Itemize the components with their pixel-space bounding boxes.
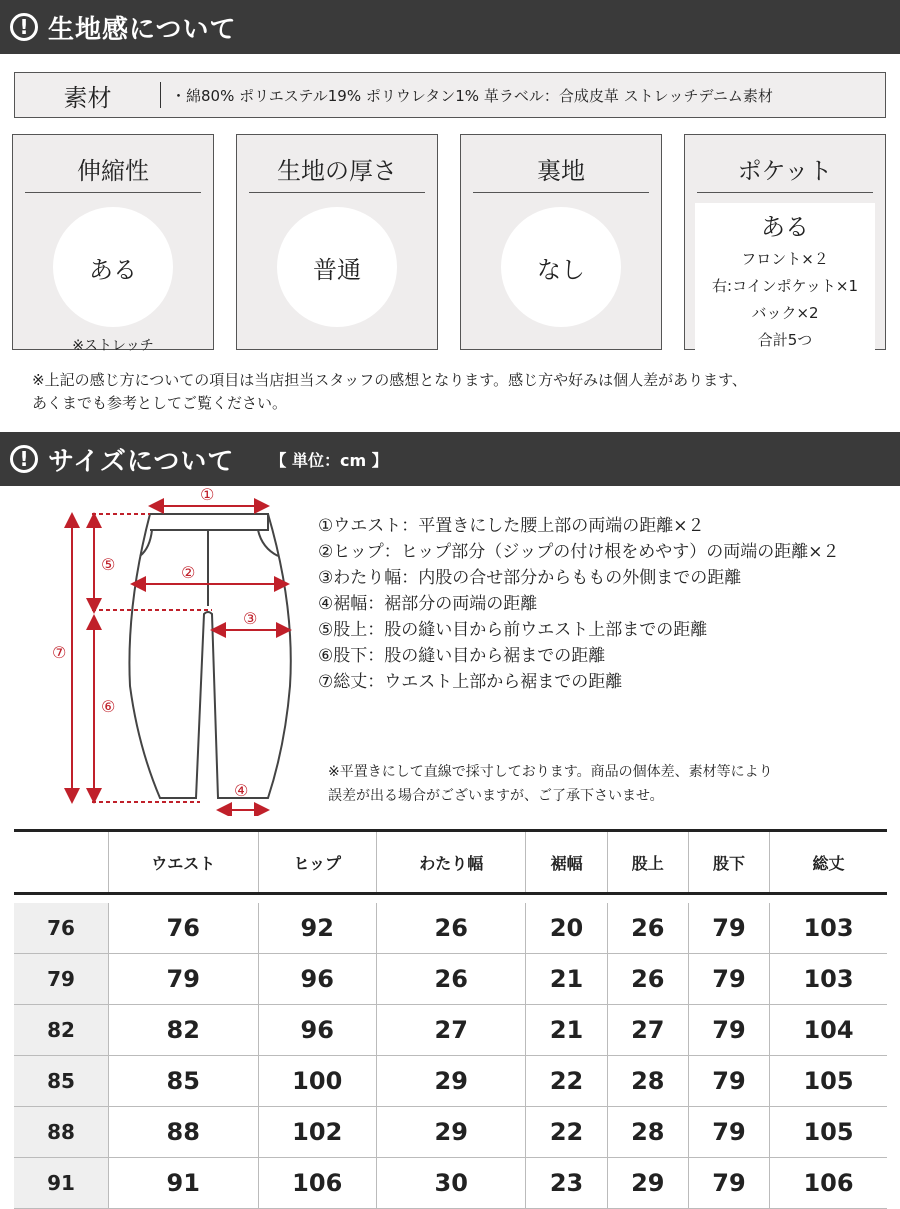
pocket-value: ある [761,213,809,241]
table-header-row [14,831,887,894]
size-value-cell: 102 [258,1107,376,1158]
size-value-cell: 29 [607,1158,688,1209]
material-label: 素材 [63,83,112,112]
pocket-detail: 合計5つ [757,331,813,349]
size-value-cell: 105 [770,1107,887,1158]
header-cell: 股下 [688,831,769,894]
legend-item: ②ヒップ：ヒップ部分（ジップの付け根をめやす）の両端の距離×２ [318,542,840,562]
fabric-section-title: 生地感について [48,14,237,45]
feature-note: ※ストレッチ [72,338,154,354]
size-value-cell: 27 [607,1005,688,1056]
feature-thickness [236,134,438,350]
pants-diagram [0,486,310,816]
size-value-cell: 106 [770,1158,887,1209]
size-value-cell: 27 [376,1005,526,1056]
size-value-cell: 23 [526,1158,607,1209]
pocket-detail: バック×2 [751,304,819,322]
size-value-cell: 20 [526,903,607,954]
header-cell: ウエスト [109,831,259,894]
size-label-cell: 88 [14,1107,109,1158]
legend-item: ③わたり幅：内股の合せ部分からももの外側までの距離 [318,568,742,588]
size-value-cell: 28 [607,1107,688,1158]
material-value: ・綿80% ポリエステル19% ポリウレタン1% 革ラベル：合成皮革 ストレッチデニム素材 [171,86,773,105]
size-label-cell: 85 [14,1056,109,1107]
size-value-cell: 96 [258,1005,376,1056]
table-row [14,903,887,954]
size-value-cell: 103 [770,954,887,1005]
size-value-cell: 26 [376,954,526,1005]
fabric-section-header [0,0,900,54]
size-value-cell: 76 [109,903,259,954]
size-value-cell: 88 [109,1107,259,1158]
impression-note [32,369,747,415]
feature-title: 生地の厚さ [277,157,397,185]
size-value-cell: 79 [109,954,259,1005]
size-value-cell: 79 [688,903,769,954]
size-value-cell: 26 [607,903,688,954]
feature-title: 裏地 [537,157,585,185]
feature-value: なし [501,207,621,327]
marker-waist: ① [200,486,215,504]
feature-title: 伸縮性 [77,157,149,185]
header-cell: 股上 [607,831,688,894]
size-value-cell: 29 [376,1056,526,1107]
size-value-cell: 92 [258,903,376,954]
feature-divider [697,192,873,193]
marker-hem: ④ [234,781,249,800]
size-value-cell: 103 [770,903,887,954]
legend-item: ①ウエスト：平置きにした腰上部の両端の距離×２ [318,516,705,536]
header-cell: 総丈 [770,831,887,894]
size-value-cell: 100 [258,1056,376,1107]
header-cell [14,831,109,894]
size-value-cell: 79 [688,1005,769,1056]
table-row [14,954,887,1005]
legend-item: ⑦総丈：ウエスト上部から裾までの距離 [318,672,623,692]
size-section-header [0,432,900,486]
feature-pocket [684,134,886,350]
size-value-cell: 21 [526,954,607,1005]
legend-item: ④裾幅：裾部分の両端の距離 [318,594,538,614]
marker-inseam: ⑥ [101,697,116,716]
feature-value: ある [53,207,173,327]
size-section-title: サイズについて [48,446,235,477]
size-label-cell: 91 [14,1158,109,1209]
size-value-cell: 22 [526,1107,607,1158]
material-row [14,72,886,118]
note-line: ※上記の感じ方についての項目は当店担当スタッフの感想となります。感じ方や好みは個人差があります、 [32,371,747,389]
feature-divider [25,192,201,193]
size-value-cell: 79 [688,1158,769,1209]
feature-stretch [12,134,214,354]
note-line: ※平置きにして直線で採寸しております。商品の個体差、素材等により [328,764,773,780]
size-value-cell: 96 [258,954,376,1005]
measurement-note [328,760,773,808]
pocket-detail: 右:コインポケット×1 [712,277,858,295]
feature-value: 普通 [277,207,397,327]
size-value-cell: 29 [376,1107,526,1158]
size-label-cell: 79 [14,954,109,1005]
pocket-detail-box [695,203,875,353]
size-value-cell: 105 [770,1056,887,1107]
unit-label: 【 単位：cm 】 [270,450,388,470]
size-value-cell: 30 [376,1158,526,1209]
pants-outline [129,514,290,798]
size-value-cell: 21 [526,1005,607,1056]
size-value-cell: 79 [688,1056,769,1107]
table-row [14,1056,887,1107]
size-table [14,829,887,1209]
size-value-cell: 79 [688,954,769,1005]
size-value-cell: 22 [526,1056,607,1107]
size-value-cell: 104 [770,1005,887,1056]
size-value-cell: 106 [258,1158,376,1209]
size-value-cell: 85 [109,1056,259,1107]
note-line: あくまでも参考としてご覧ください。 [32,394,288,412]
header-cell: 裾幅 [526,831,607,894]
legend-item: ⑥股下：股の縫い目から裾までの距離 [318,646,606,666]
header-cell: わたり幅 [376,831,526,894]
exclamation-icon: ! [10,445,38,473]
marker-rise: ⑤ [101,555,116,574]
size-value-cell: 82 [109,1005,259,1056]
exclamation-icon: ! [10,13,38,41]
size-label-cell: 76 [14,903,109,954]
size-label-cell: 82 [14,1005,109,1056]
legend-item: ⑤股上：股の縫い目から前ウエスト上部までの距離 [318,620,708,640]
table-row [14,1005,887,1056]
feature-title: ポケット [737,157,833,185]
size-value-cell: 26 [607,954,688,1005]
size-value-cell: 79 [688,1107,769,1158]
note-line: 誤差が出る場合がございますが、ご了承下さいませ。 [328,788,664,804]
size-value-cell: 28 [607,1056,688,1107]
pocket-detail: フロント×２ [741,250,829,268]
feature-divider [473,192,649,193]
table-row [14,1158,887,1209]
measurement-legend [318,513,839,695]
header-cell: ヒップ [258,831,376,894]
marker-thigh: ③ [243,609,258,628]
feature-divider [249,192,425,193]
size-value-cell: 91 [109,1158,259,1209]
marker-length: ⑦ [52,643,67,662]
feature-lining [460,134,662,350]
table-row [14,1107,887,1158]
marker-hip: ② [181,563,196,582]
size-value-cell: 26 [376,903,526,954]
